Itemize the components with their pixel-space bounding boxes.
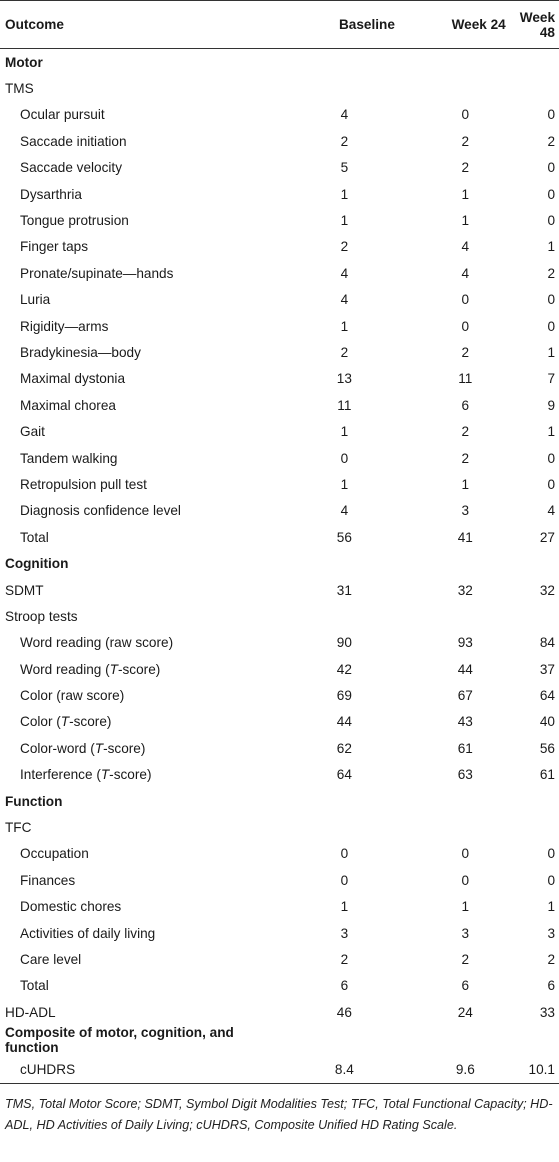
table-row [0,392,559,418]
row-label-suffix: -score) [109,767,152,783]
baseline-cell: 11 [337,397,352,413]
week-48-cell: 0 [547,160,555,176]
week-24-cell: 6 [461,978,470,994]
row-label: Total [20,978,49,994]
week-48-cell: 0 [547,186,555,202]
row-label: Luria [20,292,51,308]
row-label: Maximal chorea [20,397,116,413]
row-label-prefix: Color-word ( [20,740,95,756]
table-row [0,181,559,207]
table-row [0,867,559,893]
week-48-cell: 64 [539,688,555,704]
baseline-cell: 1 [340,186,349,202]
week-48-cell [520,49,559,76]
week-48-cell [520,1025,559,1055]
row-label-suffix: -score) [117,661,161,677]
week-24-cell: 2 [461,344,470,360]
week-24-cell [401,75,520,101]
row-label [0,762,260,788]
week-24-cell [401,603,520,629]
week-48-cell: 0 [547,450,555,466]
table-row [0,287,559,313]
week-48-cell [520,75,559,101]
week-24-cell: 61 [457,740,473,756]
section-label: Motor [5,54,43,70]
header-outcome: Outcome [0,1,260,49]
week-24-cell [401,814,520,840]
row-label-italic: T [94,740,104,756]
week-24-cell: 0 [461,292,470,308]
baseline-cell [260,49,401,76]
week-48-cell: 7 [547,371,555,387]
week-24-cell: 41 [457,529,473,545]
week-48-cell: 2 [547,951,555,967]
week-48-cell: 84 [539,635,555,651]
row-label: Word reading (raw score) [20,635,174,651]
row-label: HD-ADL [5,1004,56,1020]
week-24-cell: 3 [461,503,470,519]
row-label-prefix: Interference ( [20,767,101,783]
week-48-cell: 4 [547,503,555,519]
table-row [0,471,559,497]
week-24-cell: 43 [457,714,473,730]
row-label: cUHDRS [0,1055,260,1084]
row-label: TFC [5,820,32,836]
row-label: Maximal dystonia [20,371,126,387]
row-label: Pronate/supinate—hands [20,265,174,281]
baseline-cell: 4 [340,107,349,123]
header-baseline: Baseline [260,1,401,49]
table-row [0,894,559,920]
table-row [0,709,559,735]
baseline-cell: 64 [336,767,352,783]
table-row [0,155,559,181]
row-label: Rigidity—arms [20,318,109,334]
baseline-cell [260,603,401,629]
baseline-cell: 2 [340,344,349,360]
week-24-cell: 4 [461,265,470,281]
section-row [0,49,559,76]
week-24-cell: 9.6 [401,1055,520,1084]
week-24-cell [401,550,520,576]
week-48-cell: 61 [539,767,555,783]
row-label-italic: T [109,661,118,677]
week-48-cell: 1 [547,424,555,440]
baseline-cell: 1 [340,318,349,334]
baseline-cell: 0 [340,846,349,862]
row-label: Gait [20,424,45,440]
week-48-cell: 3 [547,925,555,941]
row-label: Activities of daily living [20,925,156,941]
table-row [0,920,559,946]
baseline-cell: 56 [336,529,352,545]
row-label: Retropulsion pull test [20,476,147,492]
baseline-cell: 2 [340,951,349,967]
row-label [0,709,260,735]
table-row [0,339,559,365]
week-24-cell: 1 [461,899,470,915]
week-48-cell: 40 [539,714,555,730]
week-24-cell: 67 [457,688,473,704]
week-48-cell: 56 [539,740,555,756]
baseline-cell: 90 [336,635,352,651]
row-label: Total [20,529,49,545]
table-row [0,1055,559,1084]
section-row [0,1025,559,1055]
table-row [0,498,559,524]
table-body [0,49,559,1084]
row-label: Saccade velocity [20,160,123,176]
week-48-cell: 0 [547,872,555,888]
week-48-cell: 37 [539,661,555,677]
row-label: Domestic chores [20,899,122,915]
row-label: Bradykinesia—body [20,344,141,360]
table-row [0,630,559,656]
row-label: SDMT [5,582,44,598]
baseline-cell: 31 [336,582,352,598]
row-label [0,735,260,761]
week-24-cell: 1 [461,476,470,492]
baseline-cell [260,550,401,576]
baseline-cell: 4 [340,503,349,519]
row-label: Stroop tests [5,608,78,624]
row-label: TMS [5,81,34,97]
week-48-cell: 2 [547,265,555,281]
baseline-cell: 13 [336,371,352,387]
table-row [0,577,559,603]
header-week-24: Week 24 [401,1,520,49]
baseline-cell: 4 [340,265,349,281]
baseline-cell [260,788,401,814]
week-24-cell: 44 [457,661,473,677]
table-row [0,524,559,550]
week-48-cell: 33 [539,1004,555,1020]
week-24-cell: 2 [461,133,470,149]
week-24-cell: 11 [458,371,473,387]
week-48-cell: 27 [539,529,555,545]
week-24-cell: 63 [457,767,473,783]
table-row [0,128,559,154]
table-row [0,313,559,339]
week-48-cell: 2 [547,133,555,149]
baseline-cell: 5 [340,160,349,176]
week-48-cell: 0 [547,107,555,123]
row-label-prefix: Color ( [20,714,61,730]
table-row [0,973,559,999]
header-week-48: Week 48 [520,1,559,49]
week-48-cell: 1 [547,344,555,360]
week-24-cell: 1 [461,213,470,229]
week-24-cell: 3 [461,925,470,941]
table-row [0,656,559,682]
baseline-cell: 3 [340,925,349,941]
baseline-cell: 42 [336,661,352,677]
table-row [0,234,559,260]
row-label: Occupation [20,846,89,862]
table-row [0,207,559,233]
row-label: Tandem walking [20,450,118,466]
section-row [0,550,559,576]
table-row [0,75,559,101]
table-header-row [0,1,559,49]
week-24-cell: 93 [457,635,473,651]
section-label: Function [5,793,63,809]
baseline-cell: 8.4 [260,1055,401,1084]
row-label: Finger taps [20,239,89,255]
week-48-cell: 0 [547,318,555,334]
week-48-cell: 0 [547,476,555,492]
week-24-cell: 2 [461,424,470,440]
row-label: Tongue protrusion [20,213,129,229]
table-row [0,445,559,471]
table-row [0,841,559,867]
week-48-cell [520,603,559,629]
week-24-cell [401,788,520,814]
row-label: Finances [20,872,76,888]
week-24-cell: 0 [461,846,470,862]
table-row [0,603,559,629]
baseline-cell: 62 [336,740,352,756]
row-label-suffix: -score) [69,714,112,730]
baseline-cell: 1 [340,213,349,229]
week-48-cell: 6 [547,978,555,994]
week-24-cell: 0 [461,318,470,334]
baseline-cell: 1 [340,476,349,492]
baseline-cell: 69 [336,688,352,704]
week-48-cell: 1 [547,899,555,915]
row-label [0,656,260,682]
row-label-italic: T [60,714,70,730]
week-48-cell: 1 [547,239,555,255]
baseline-cell: 44 [336,714,352,730]
row-label: Diagnosis confidence level [20,503,181,519]
week-24-cell: 2 [461,160,470,176]
table-footnote: TMS, Total Motor Score; SDMT, Symbol Digit Modalities Test; TFC, Total Functional Capacity; HD-ADL, HD Activities of Daily Living; cUHDRS, Composite Unified HD Rating Scale. [5,1097,553,1132]
table-row [0,682,559,708]
baseline-cell: 4 [340,292,349,308]
section-label: Cognition [5,556,69,572]
week-24-cell: 2 [461,951,470,967]
week-24-cell: 1 [461,186,470,202]
baseline-cell: 46 [336,1004,352,1020]
table-row [0,762,559,788]
row-label: Dysarthria [20,186,82,202]
row-label: Care level [20,951,82,967]
week-48-cell: 0 [547,846,555,862]
week-48-cell [520,550,559,576]
week-48-cell [520,788,559,814]
week-24-cell: 6 [461,397,470,413]
table-row [0,366,559,392]
baseline-cell: 1 [340,424,349,440]
baseline-cell [260,814,401,840]
week-24-cell [401,1025,520,1055]
week-24-cell: 2 [461,450,470,466]
table-row [0,260,559,286]
week-48-cell: 0 [547,292,555,308]
baseline-cell: 0 [340,872,349,888]
week-48-cell: 9 [547,397,555,413]
row-label-suffix: -score) [103,740,146,756]
row-label: Saccade initiation [20,133,127,149]
baseline-cell [260,75,401,101]
table-row [0,814,559,840]
table-row [0,102,559,128]
baseline-cell: 6 [340,978,349,994]
week-24-cell: 4 [461,239,470,255]
section-label: Composite of motor, cognition, and function [5,1025,234,1056]
baseline-cell: 0 [340,450,349,466]
week-24-cell: 32 [457,582,473,598]
week-48-cell [520,814,559,840]
table-row [0,999,559,1025]
baseline-cell: 1 [340,899,349,915]
week-24-cell: 0 [461,107,470,123]
week-24-cell [401,49,520,76]
row-label-prefix: Word reading ( [20,661,110,677]
row-label: Color (raw score) [20,688,125,704]
week-48-cell: 32 [539,582,555,598]
baseline-cell: 2 [340,133,349,149]
row-label: Ocular pursuit [20,107,105,123]
week-24-cell: 0 [461,872,470,888]
row-label-italic: T [100,767,110,783]
week-48-cell: 0 [547,213,555,229]
baseline-cell: 2 [340,239,349,255]
baseline-cell [260,1025,401,1055]
week-48-cell: 10.1 [520,1055,559,1084]
section-row [0,788,559,814]
table-row [0,946,559,972]
table-row [0,418,559,444]
table-row [0,735,559,761]
week-24-cell: 24 [457,1004,473,1020]
